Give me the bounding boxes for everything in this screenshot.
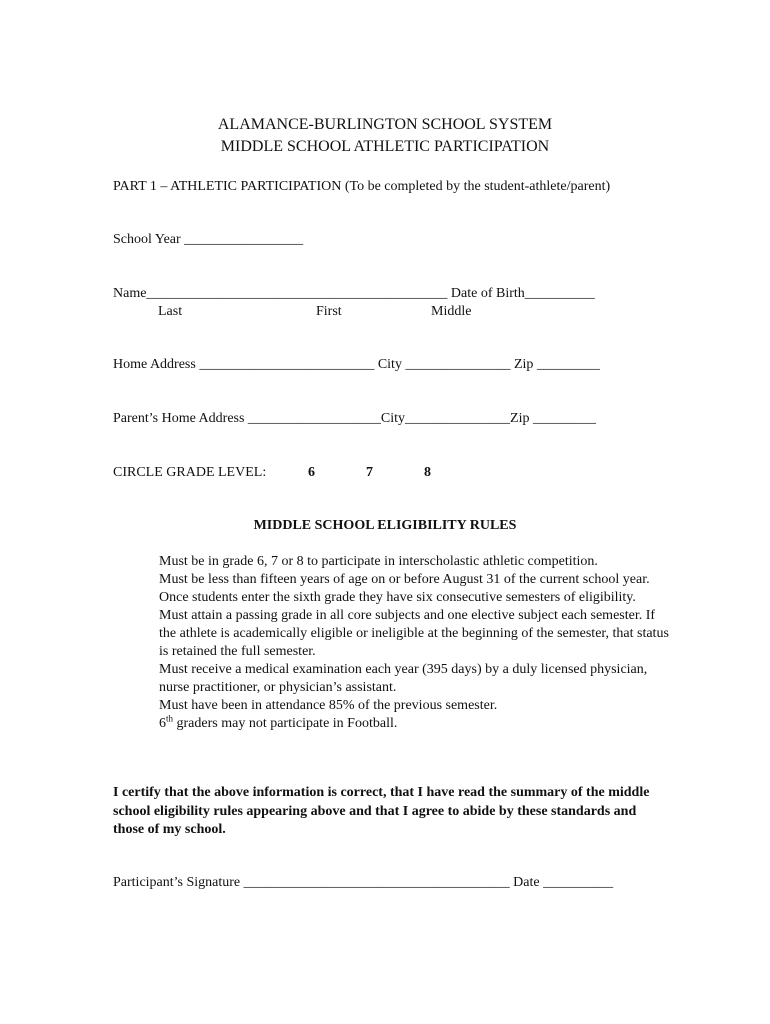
grade-level-label: CIRCLE GRADE LEVEL: — [113, 465, 267, 480]
name-sublabel-last: Last — [158, 304, 183, 319]
parent-address-field[interactable]: Parent’s Home Address ___________________City_______________Zip _________ — [113, 411, 596, 426]
school-year-field[interactable]: School Year _________________ — [113, 232, 304, 247]
rule-item: Must be in grade 6, 7 or 8 to participate in interscholastic athletic competition. — [159, 554, 598, 569]
eligibility-rules-list — [159, 553, 669, 733]
form-title: MIDDLE SCHOOL ATHLETIC PARTICIPATION — [220, 138, 550, 155]
rule-item: Must receive a medical examination each year (395 days) by a duly licensed physician, nurse practitioner, or physician’s assistant. — [159, 662, 648, 695]
grade-option-7[interactable]: 7 — [366, 465, 373, 480]
name-sublabel-first: First — [316, 304, 342, 319]
name-dob-field[interactable]: Name___________________________________________ Date of Birth__________ — [113, 286, 595, 301]
signature-date-field[interactable]: Participant’s Signature ______________________________________ Date __________ — [113, 875, 614, 890]
eligibility-rules-heading: MIDDLE SCHOOL ELIGIBILITY RULES — [253, 518, 517, 533]
name-sublabel-middle: Middle — [431, 304, 472, 319]
part1-heading: PART 1 – ATHLETIC PARTICIPATION (To be completed by the student-athlete/parent) — [113, 179, 611, 194]
rule-football-text: graders may not participate in Football. — [173, 716, 398, 731]
rule-item: Must have been in attendance 85% of the previous semester. — [159, 698, 498, 713]
rule-grade-number: 6 — [159, 716, 166, 731]
rule-item-football — [159, 715, 669, 733]
grade-option-8[interactable]: 8 — [424, 465, 431, 480]
certification-statement: I certify that the above information is correct, that I have read the summary of the middle school eligibility rules appearing above and that I agree to abide by these standards and those of my school. — [113, 785, 650, 837]
home-address-field[interactable]: Home Address _________________________ City _______________ Zip _________ — [113, 357, 600, 372]
rule-grade-suffix: th — [166, 713, 174, 724]
school-system-title: ALAMANCE-BURLINGTON SCHOOL SYSTEM — [217, 116, 553, 133]
rule-item: Must be less than fifteen years of age on or before August 31 of the current school year. Once students enter the sixth grade they have six consecutive semesters of eligibility. — [159, 572, 650, 605]
rule-item: Must attain a passing grade in all core subjects and one elective subject each semester. If the athlete is academically eligible or ineligible at the beginning of the semester, that status is retained the full semester. — [159, 608, 669, 659]
grade-option-6[interactable]: 6 — [308, 465, 315, 480]
